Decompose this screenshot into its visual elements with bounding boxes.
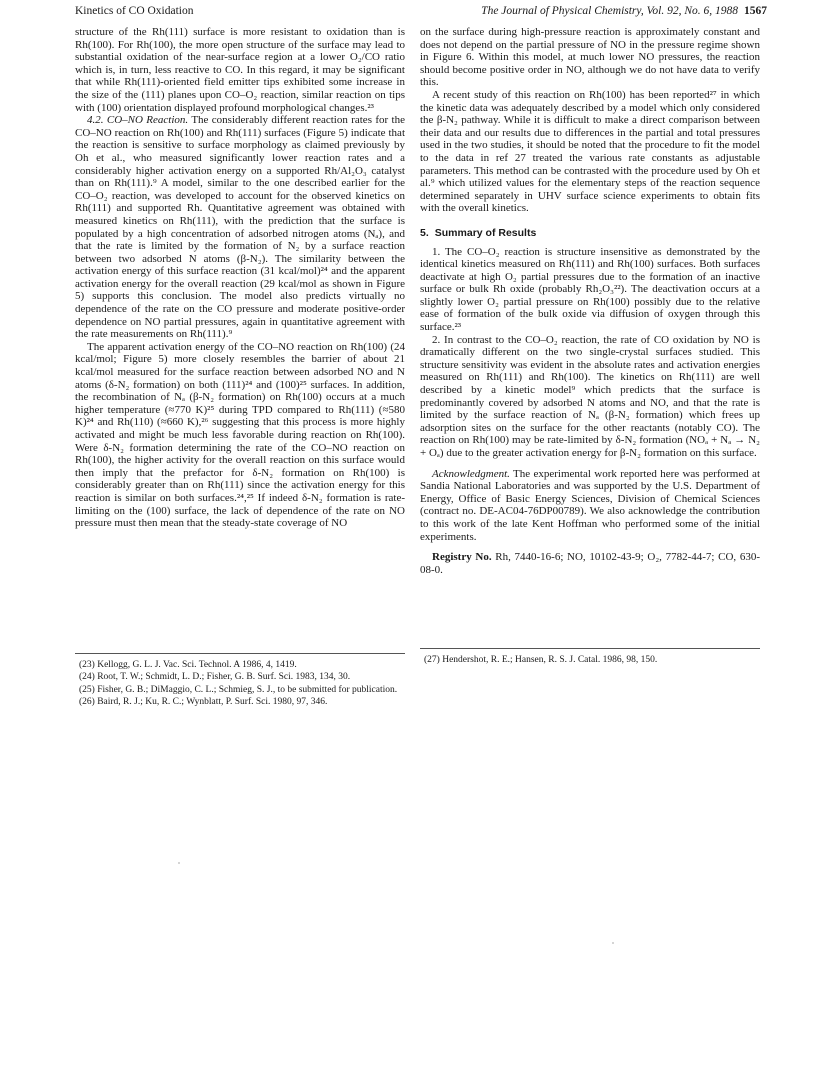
registry-text: Rh, 7440-16-6; NO, 10102-43-9; O₂, 7782-44-7; CO, 630-08-0. [420, 551, 760, 576]
paragraph-oxidation-structure: structure of the Rh(111) surface is more resistant to oxidation than is Rh(100). For Rh(100), the more open structure of the surface may lead to substantial oxidation of the near-surface region at a lower O₂/CO ratio which is, in turn, less reactive to CO. In this regard, it may be significant that while Rh(111)-oriented field emitter tips exhibited some increase in the size of the (111) planes upon CO–O₂ reaction, similar reaction on tips with (100) orientation displayed profound morphological changes.²³ [75, 26, 405, 114]
footnote-26: (26) Baird, R. J.; Ku, R. C.; Wynblatt, P. Surf. Sci. 1980, 97, 346. [79, 697, 328, 708]
section-number: 5. [420, 226, 429, 239]
footnote-24: (24) Root, T. W.; Schmidt, L. D.; Fisher, G. B. Surf. Sci. 1983, 134, 30. [79, 672, 351, 683]
footnote-23: (23) Kellogg, G. L. J. Vac. Sci. Technol. A 1986, 4, 1419. [79, 660, 297, 670]
paragraph-co-no-reaction [75, 114, 405, 341]
journal-name: The Journal of Physical Chemistry, Vol. 92, No. 6, 1988 [481, 5, 738, 17]
scan-speck [178, 862, 180, 864]
left-column [75, 26, 405, 530]
journal-citation [481, 2, 767, 20]
right-column [420, 26, 760, 576]
acknowledgment-text: The experimental work reported here was performed at Sandia National Laboratories and was supported by the U.S. Department of Energy, Office of Basic Energy Sciences, Division of Chemical Sciences (contract no. DE-AC04-76DP00789). We also acknowledge the contribution to this work of the late Kent Hoffman who performed some of the initial experiments. [420, 467, 760, 543]
footnotes-left [75, 653, 405, 710]
section-title: Summary of Results [434, 226, 537, 239]
registry-numbers [420, 551, 760, 576]
page-header [75, 2, 767, 20]
paragraph-co-no-text: The considerably different reaction rates for the CO–NO reaction on Rh(100) and Rh(111) surfaces (Figure 5) indicate that the reaction is sensitive to surface morphology as claimed previously by Oh et al., who measured significantly lower reaction rates and a considerably higher activation energy on a supported Rh/Al₂O₃ catalyst than on Rh(111).⁹ A model, similar to the one described earlier for the CO–O₂ reaction, was developed to account for the observed kinetics on Rh(111) and supported Rh. Quantitative agreement was obtained with measured kinetics on Rh(111), with the prediction that the surface is populated by a high concentration of adsorbed nitrogen atoms (Nₐ), and that the rate is limited by the formation of N₂ by a surface reaction between two adsorbed N atoms (β-N₂). The similarity between the activation energy of this surface reaction (31 kcal/mol)²⁴ and the apparent activation energy for the overall reaction (29 kcal/mol as shown in Figure 5) supports this conclusion. The model also predicts virtually no dependence of the rate on the CO pressure and moderate positive-order dependence on NO partial pressures, again in quantitative agreement with the rate measurements on Rh(111).⁹ [75, 114, 405, 341]
summary-item-1: 1. The CO–O₂ reaction is structure insensitive as demonstrated by the identical kinetics measured on Rh(111) and Rh(100) surfaces. Both surfaces deactivate at high O₂ partial pressures due to the formation of an inactive surface or bulk Rh oxide (probably Rh₂O₃²²). The deactivation occurs at a slightly lower O₂ partial pressure on Rh(100) possibly due to the relative ease of formation of the bulk oxide via diffusion of oxygen through this surface.²³ [420, 245, 760, 334]
section-heading [420, 227, 760, 240]
paragraph-activation-energy: The apparent activation energy of the CO–NO reaction on Rh(100) (24 kcal/mol; Figure 5) more closely resembles the barrier of about 21 kcal/mol measured for the surface reaction between adsorbed NO and N atoms (δ-N₂ formation) on both (111)²⁴ and (100)²⁵ surfaces. In addition, the recombination of Nₐ (β-N₂ formation) on Rh(100) occurs at a much higher temperature (≈770 K)²⁵ during TPD compared to Rh(111) (≈580 K)²⁴ and Rh(110) (≈660 K),²⁶ suggesting that this process is more highly activated and might be much less favorable during reaction on Rh(100). Were δ-N₂ formation determining the rate of the CO–NO reaction on Rh(100), the higher activity for the overall reaction on this surface would then imply that the prefactor for δ-N₂ formation on Rh(100) is considerably greater than on Rh(111) since the activation energy for this reaction is similar on both surfaces.²⁴,²⁵ If indeed δ-N₂ formation is rate-limiting on the (100) surface, the lack of dependence of the rate on NO pressure must then mean that the steady-state coverage of NO [75, 340, 405, 530]
footnotes-right [420, 648, 760, 667]
acknowledgment-label: Acknowledgment. [432, 467, 510, 480]
running-title: Kinetics of CO Oxidation [75, 5, 194, 17]
subsection-heading: 4.2. CO–NO Reaction. [87, 114, 189, 127]
page-number: 1567 [744, 5, 767, 17]
registry-label: Registry No. [432, 551, 492, 564]
footnote-25: (25) Fisher, G. B.; DiMaggio, C. L.; Schmieg, S. J., to be submitted for publication. [79, 684, 398, 695]
paragraph-surface-coverage: on the surface during high-pressure reaction is approximately constant and does not depend on the partial pressure of NO in the pressure regime shown in Figure 6. Within this model, at much lower NO pressures, the reaction should become positive order in NO, although we do not have data to verify this. [420, 26, 760, 89]
summary-item-2: 2. In contrast to the CO–O₂ reaction, the rate of CO oxidation by NO is dramatically different on the two single-crystal surfaces studied. This structure sensitivity was evident in the absolute rates and activation energies measured on Rh(111) and Rh(100). The kinetics on Rh(111) are well described by a kinetic model⁹ which predicts that the surface is predominantly covered by adsorbed N atoms and NO, and that the rate is limited by the surface reaction of Nₐ (β-N₂ formation) which frees up adsorption sites on the surface for the other reactants (notably CO). The reaction on Rh(100) may be rate-limited by δ-N₂ formation (NOₐ + Nₐ → N₂ + Oₐ) due to the greater activation energy for β-N₂ formation on this surface. [420, 333, 760, 459]
footnote-27: (27) Hendershot, R. E.; Hansen, R. S. J. Catal. 1986, 98, 150. [424, 655, 658, 665]
paragraph-recent-study: A recent study of this reaction on Rh(100) has been reported²⁷ in which the kinetic data was adequately described by a model which only considered the β-N₂ pathway. While it is difficult to make a direct comparison between their data and our results due to differences in the partial and total pressures used in the two studies, it should be noted that the procedure to fit the model to the data in ref 27 treated the various rate constants as adjustable parameters. This method can be contrasted with the procedure used by Oh et al.⁹ which utilized values for the elementary steps of the reaction sequence determined separately in UHV surface science experiments to obtain fits with the overall kinetics. [420, 88, 760, 215]
scan-speck [612, 942, 614, 944]
acknowledgment [420, 468, 760, 544]
